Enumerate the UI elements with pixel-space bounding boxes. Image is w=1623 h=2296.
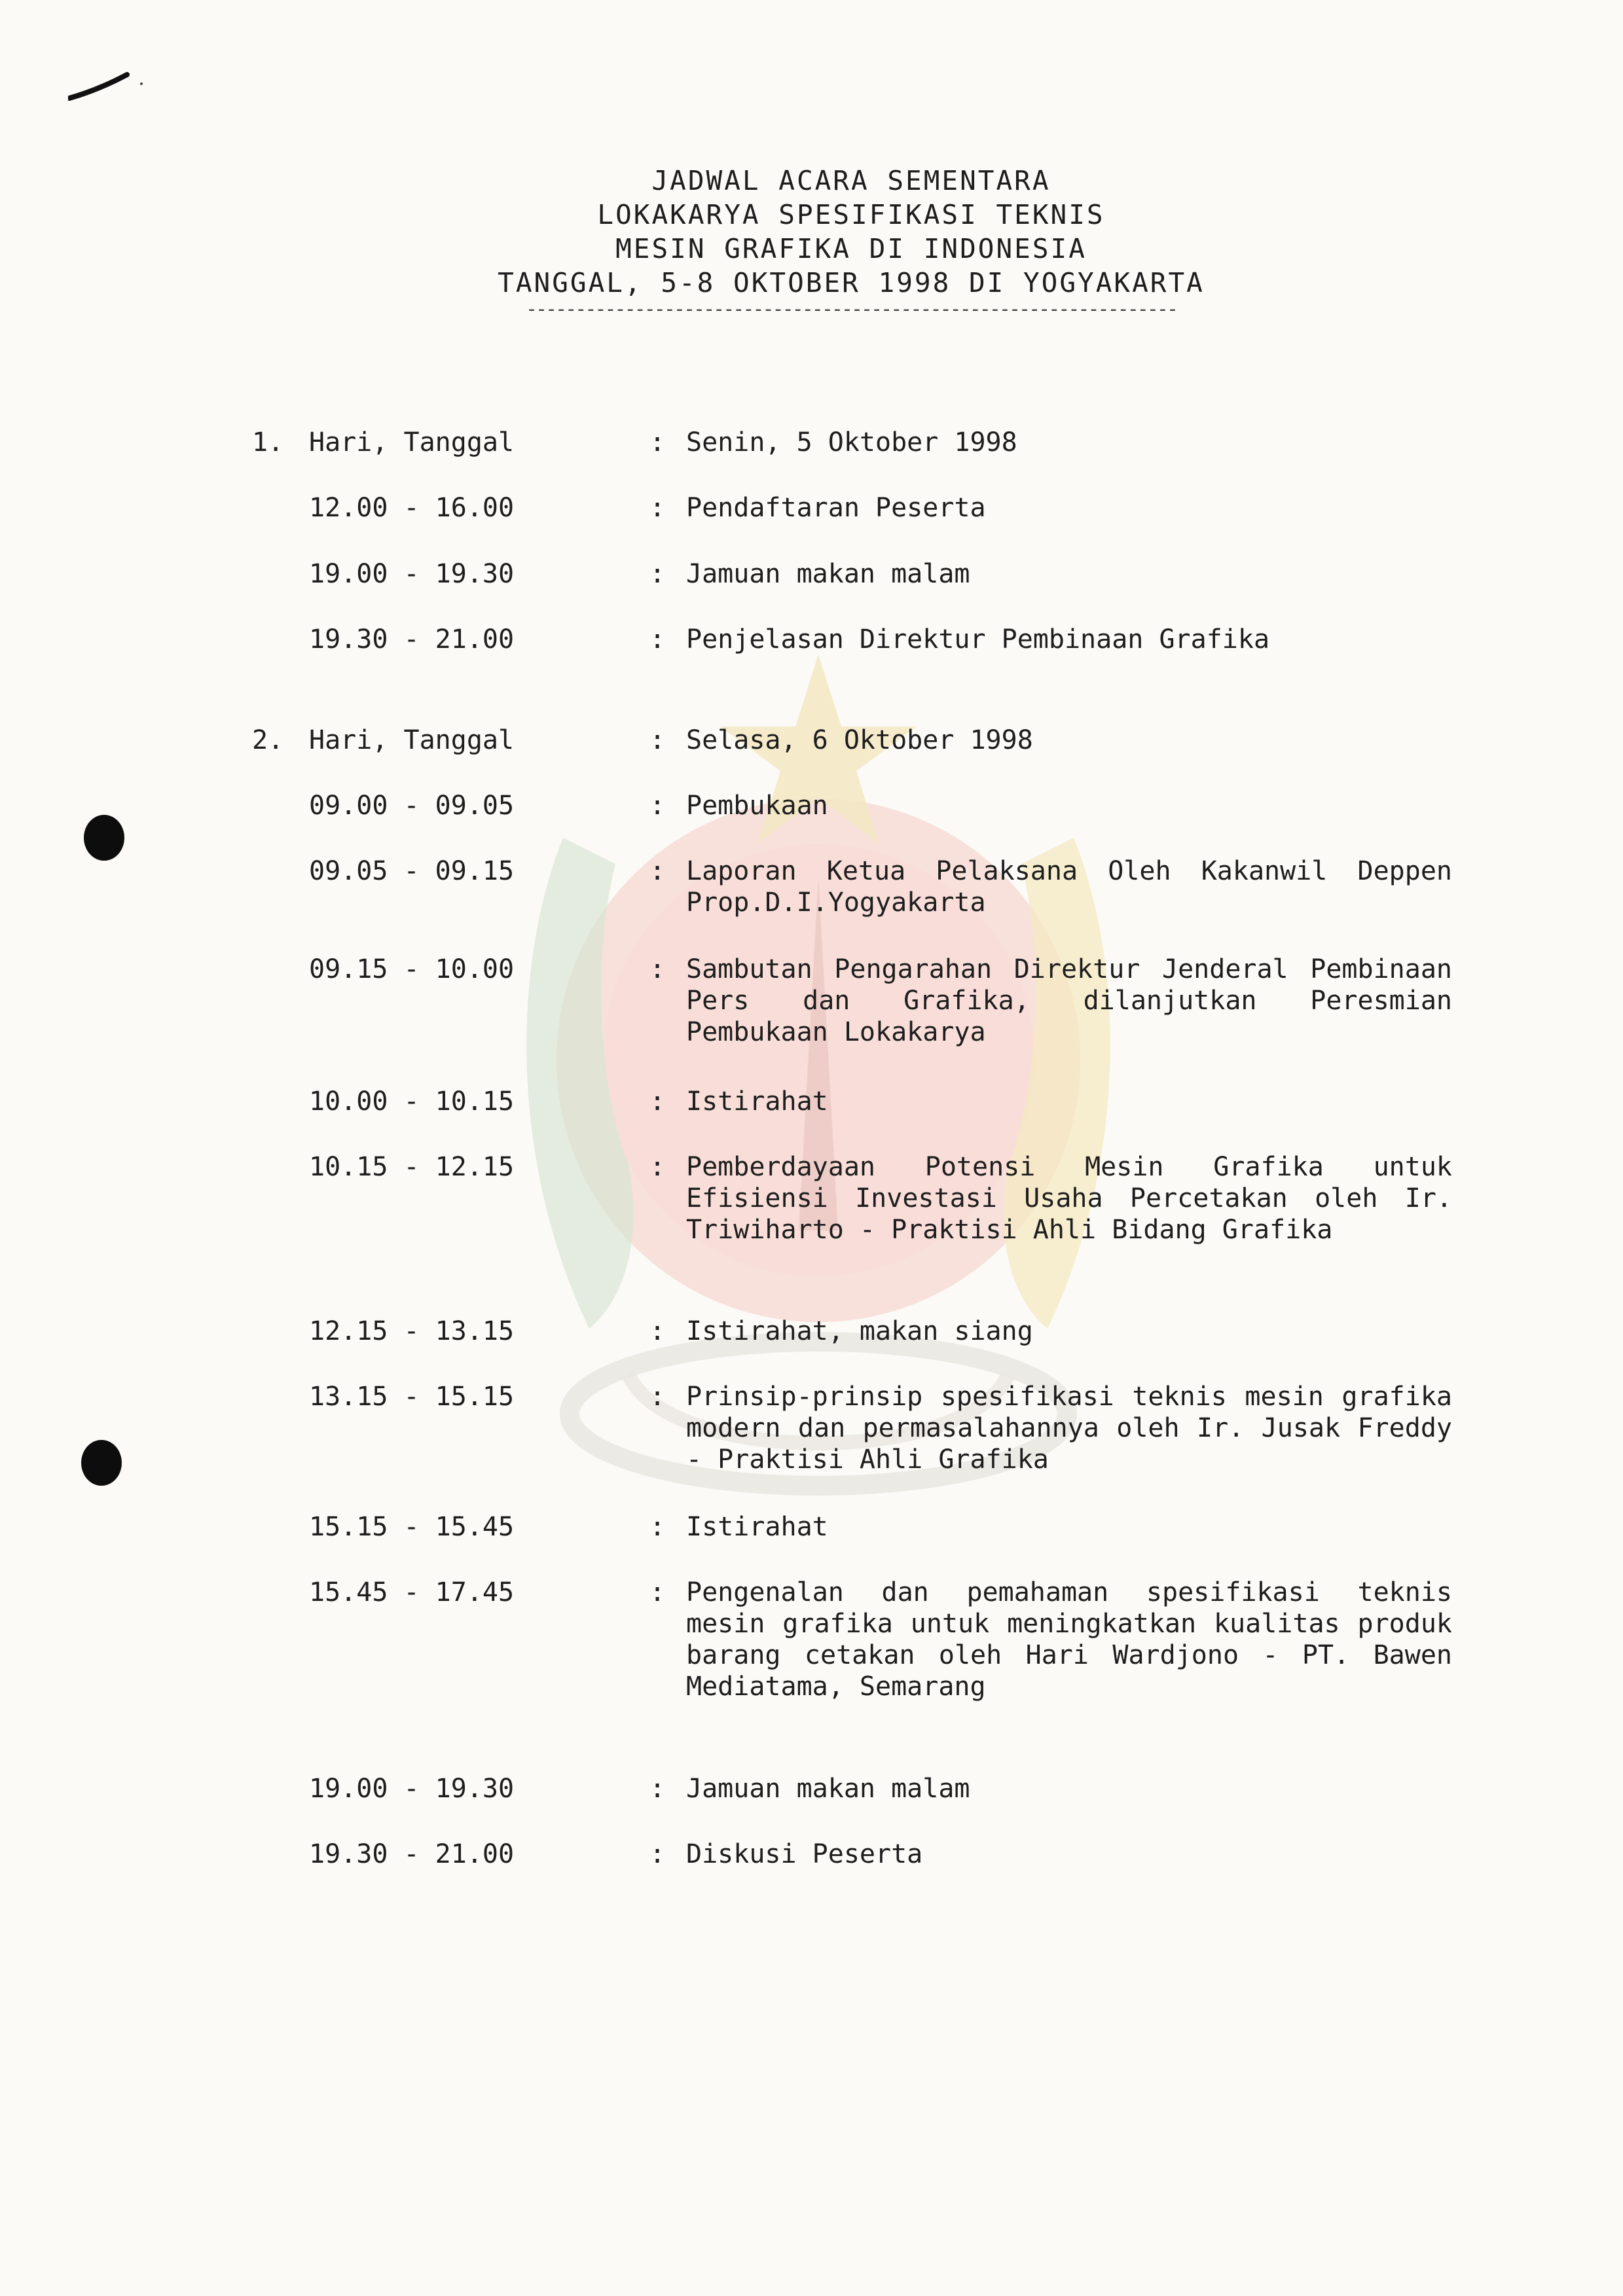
- schedule-time: 10.15 - 12.15: [309, 1152, 515, 1182]
- day-label: Hari, Tanggal: [309, 725, 515, 755]
- punch-hole-top: [84, 815, 124, 861]
- colon-separator: :: [649, 1512, 666, 1542]
- schedule-activity: Diskusi Peserta: [686, 1839, 923, 1869]
- colon-separator: :: [649, 1316, 666, 1346]
- schedule-time: 19.30 - 21.00: [309, 1839, 515, 1869]
- colon-separator: :: [649, 427, 666, 457]
- schedule-time: 15.15 - 15.45: [309, 1512, 515, 1542]
- colon-separator: :: [649, 725, 666, 755]
- schedule-time: 13.15 - 15.15: [309, 1382, 515, 1412]
- schedule-activity: Pendaftaran Peserta: [686, 493, 986, 523]
- schedule-activity: Sambutan Pengarahan Direktur Jenderal Pembinaan Pers dan Grafika, dilanjutkan Peresmian Pembukaan Lokakarya: [686, 954, 1452, 1047]
- colon-separator: :: [649, 1152, 666, 1182]
- schedule-activity: Istirahat: [686, 1512, 828, 1542]
- schedule-activity: Laporan Ketua Pelaksana Oleh Kakanwil Deppen Prop.D.I.Yogyakarta: [686, 856, 1452, 918]
- colon-separator: :: [649, 1839, 666, 1869]
- schedule-activity: Prinsip-prinsip spesifikasi teknis mesin grafika modern dan permasalahannya oleh Ir. Jusak Freddy - Praktisi Ahli Grafika: [686, 1382, 1452, 1475]
- header-divider: ------------------------------------------------------------------: [525, 298, 1177, 321]
- header-subtitle-1: LOKAKARYA SPESIFIKASI TEKNIS: [597, 199, 1105, 230]
- schedule-time: 09.15 - 10.00: [309, 954, 515, 984]
- schedule-activity: Jamuan makan malam: [686, 559, 970, 589]
- header-subtitle-2: MESIN GRAFIKA DI INDONESIA: [615, 233, 1087, 264]
- schedule-activity: Istirahat: [686, 1086, 828, 1117]
- schedule-time: 19.00 - 19.30: [309, 559, 515, 589]
- schedule-activity: Penjelasan Direktur Pembinaan Grafika: [686, 624, 1270, 655]
- header-title: JADWAL ACARA SEMENTARA: [651, 165, 1051, 196]
- colon-separator: :: [649, 954, 666, 984]
- schedule-activity: Istirahat, makan siang: [686, 1316, 1033, 1346]
- schedule-time: 19.30 - 21.00: [309, 624, 515, 655]
- schedule-activity: Jamuan makan malam: [686, 1774, 970, 1804]
- colon-separator: :: [649, 493, 666, 523]
- day-label: Hari, Tanggal: [309, 427, 515, 457]
- colon-separator: :: [649, 624, 666, 655]
- day-date: Senin, 5 Oktober 1998: [686, 427, 1017, 457]
- colon-separator: :: [649, 1382, 666, 1412]
- colon-separator: :: [649, 856, 666, 886]
- schedule-time: 19.00 - 19.30: [309, 1774, 515, 1804]
- colon-separator: :: [649, 791, 666, 821]
- schedule-time: 15.45 - 17.45: [309, 1577, 515, 1607]
- schedule-activity: Pembukaan: [686, 791, 828, 821]
- schedule-time: 10.00 - 10.15: [309, 1086, 515, 1117]
- schedule-time: 09.05 - 09.15: [309, 856, 515, 886]
- header-date-line: TANGGAL, 5-8 OKTOBER 1998 DI YOGYAKARTA: [498, 267, 1205, 298]
- day-number: 1.: [252, 427, 284, 457]
- pen-mark-icon: [68, 60, 147, 106]
- day-number: 2.: [252, 725, 284, 755]
- schedule-time: 09.00 - 09.05: [309, 791, 515, 821]
- schedule-time: 12.15 - 13.15: [309, 1316, 515, 1346]
- document-header: [458, 164, 1244, 321]
- colon-separator: :: [649, 1577, 666, 1607]
- day-date: Selasa, 6 Oktober 1998: [686, 725, 1033, 755]
- colon-separator: :: [649, 559, 666, 589]
- schedule-time: 12.00 - 16.00: [309, 493, 515, 523]
- colon-separator: :: [649, 1086, 666, 1117]
- schedule-activity: Pengenalan dan pemahaman spesifikasi teknis mesin grafika untuk meningkatkan kualitas produk barang cetakan oleh Hari Wardjono - PT. Bawen Mediatama, Semarang: [686, 1577, 1452, 1702]
- schedule-activity: Pemberdayaan Potensi Mesin Grafika untuk Efisiensi Investasi Usaha Percetakan oleh Ir. Triwiharto - Praktisi Ahli Bidang Grafika: [686, 1152, 1452, 1245]
- punch-hole-bottom: [81, 1440, 122, 1486]
- colon-separator: :: [649, 1774, 666, 1804]
